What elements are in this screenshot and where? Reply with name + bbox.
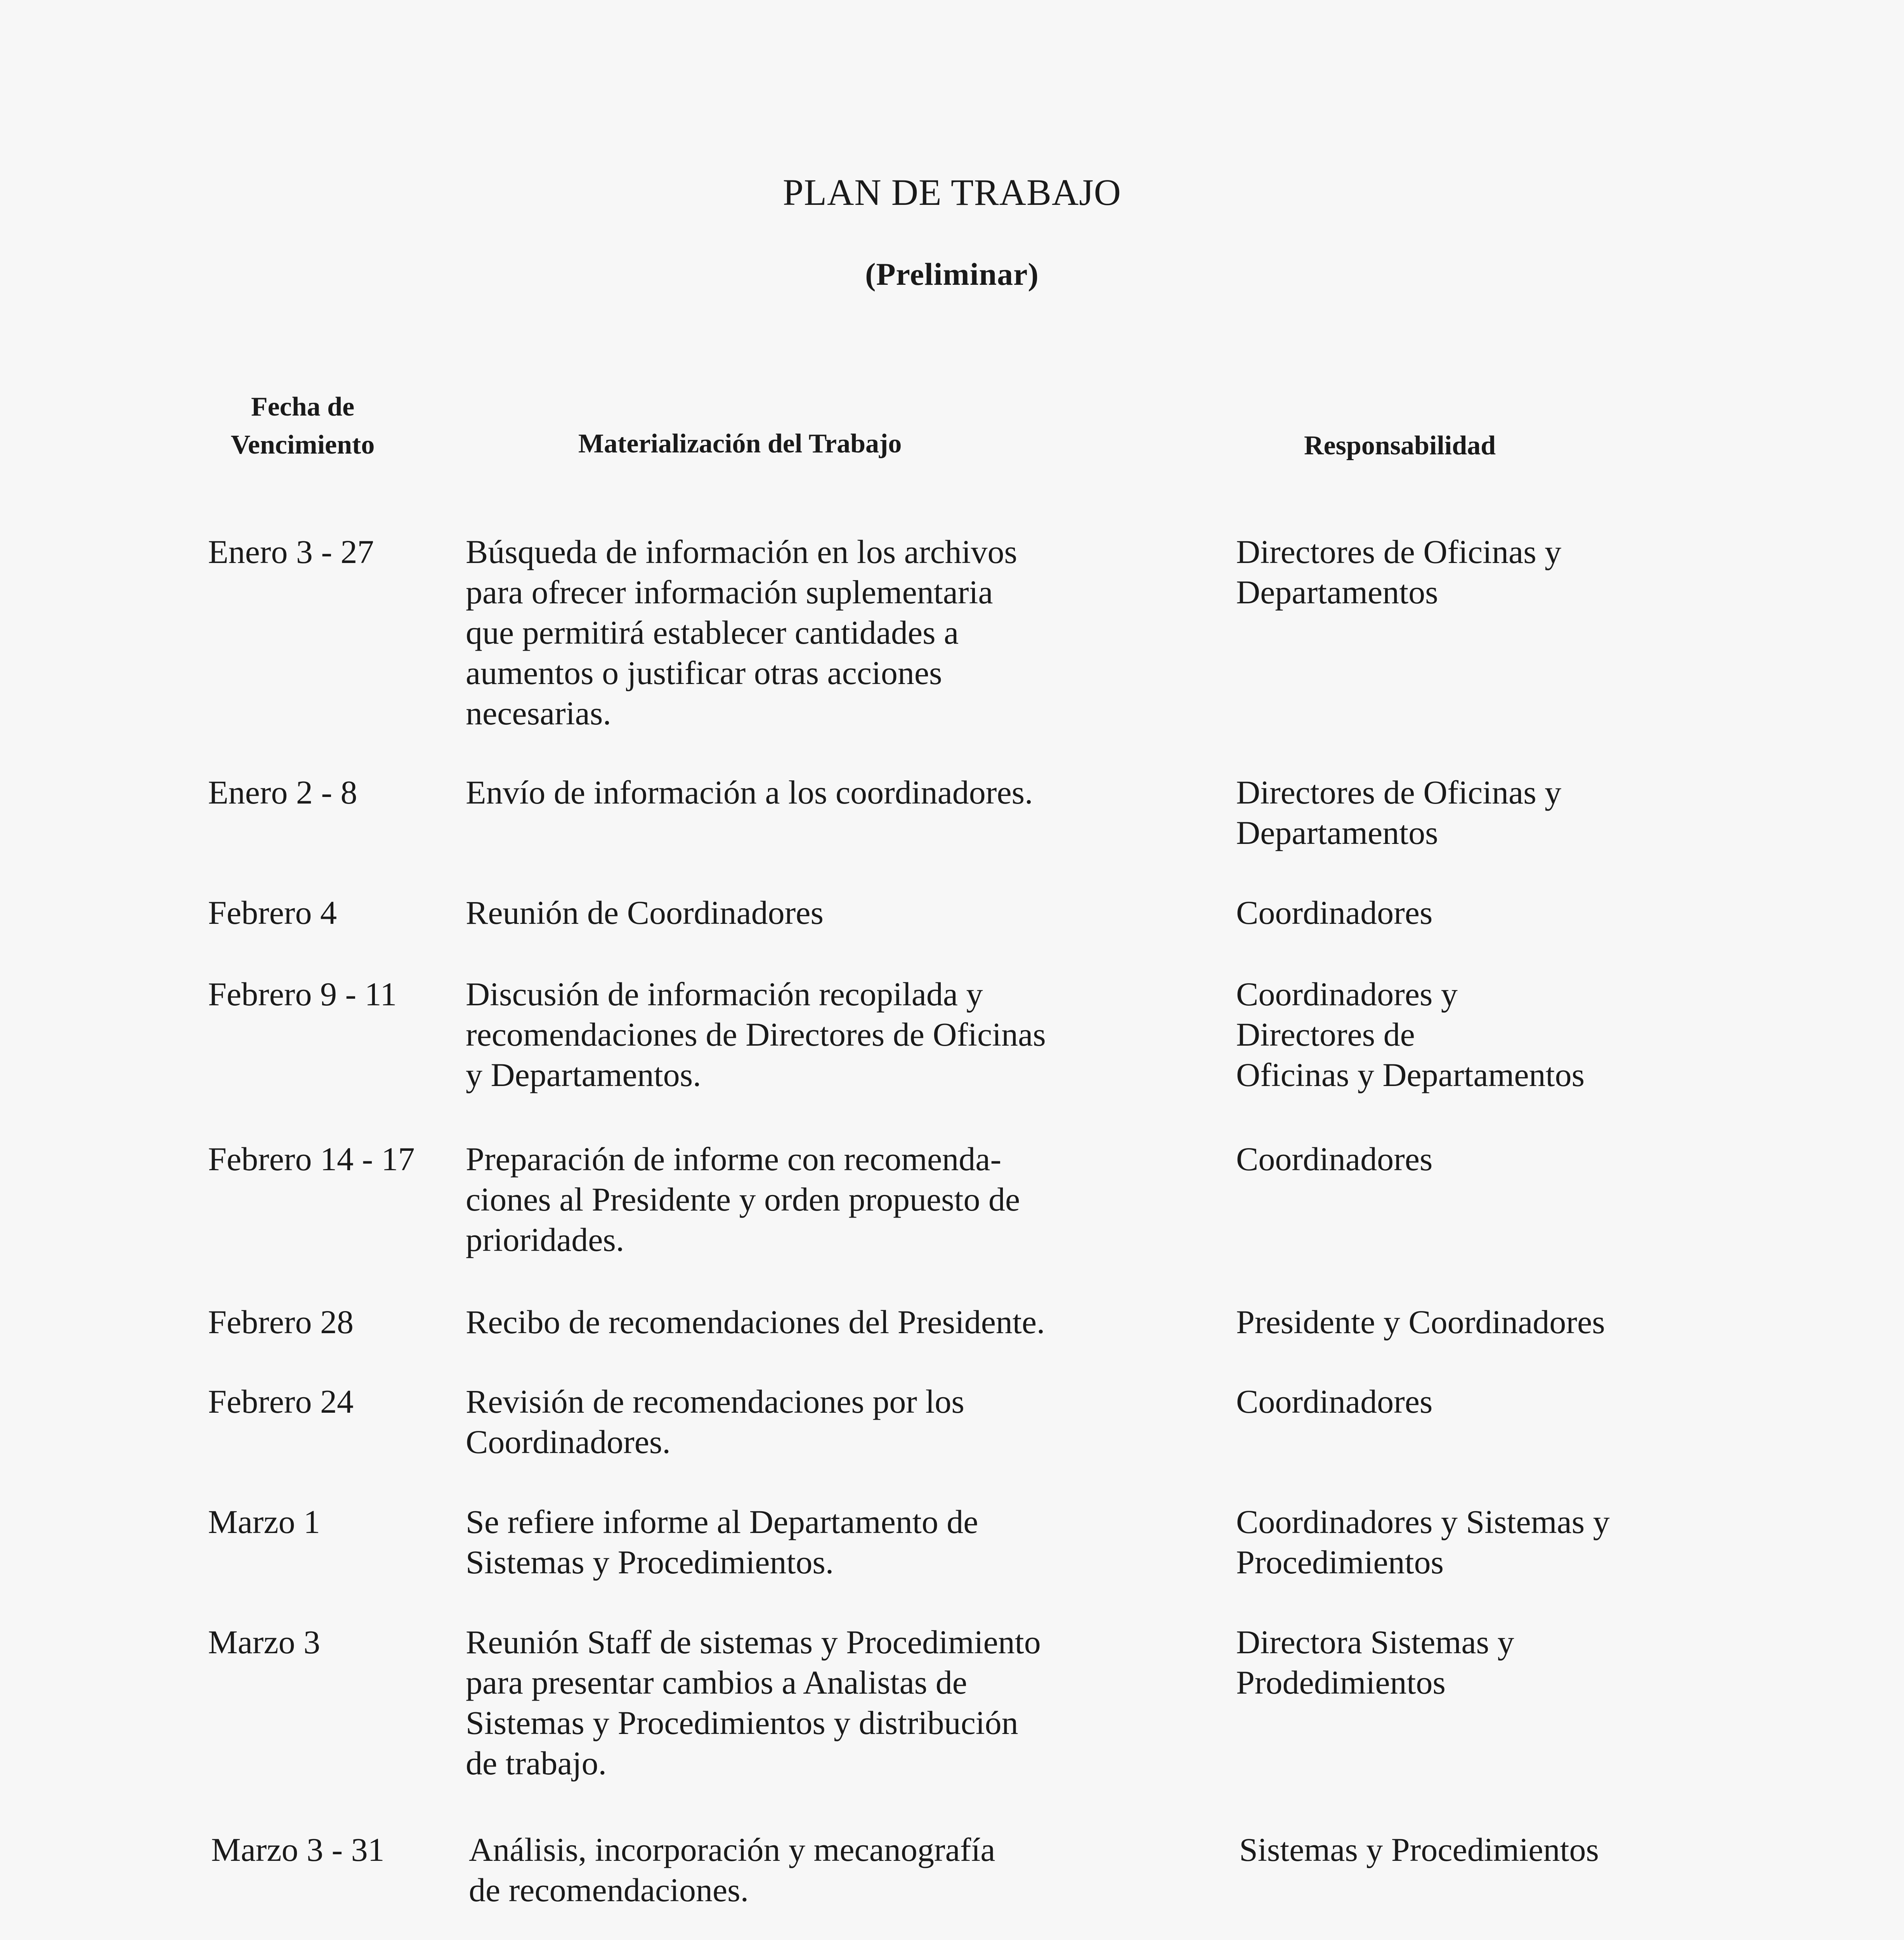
due-date: Enero 2 - 8 xyxy=(208,774,357,811)
task-line: y Departamentos. xyxy=(466,1056,701,1093)
task-line: de recomendaciones. xyxy=(469,1871,749,1909)
responsibility-line: Directores de Oficinas y xyxy=(1236,533,1562,570)
task-description xyxy=(466,1622,1203,1783)
due-date: Enero 3 - 27 xyxy=(208,533,374,570)
responsibility-line: Coordinadores y Sistemas y xyxy=(1236,1503,1610,1540)
responsibility-line: Sistemas y Procedimientos xyxy=(1239,1831,1599,1868)
task-line: Sistemas y Procedimientos y distribución xyxy=(466,1704,1018,1741)
task-line: Sistemas y Procedimientos. xyxy=(466,1543,834,1581)
responsibility-line: Presidente y Coordinadores xyxy=(1236,1303,1605,1341)
header-materializacion: Materialización del Trabajo xyxy=(578,429,902,459)
task-line: para ofrecer información suplementaria xyxy=(466,573,993,611)
due-date: Febrero 4 xyxy=(208,894,337,931)
due-date: Marzo 1 xyxy=(208,1503,320,1540)
responsibility-line: Coordinadores xyxy=(1236,1140,1433,1178)
responsibility-line: Coordinadores xyxy=(1236,894,1433,931)
due-date: Febrero 9 - 11 xyxy=(208,975,397,1013)
task-line: Reunión Staff de sistemas y Procedimiento xyxy=(466,1623,1041,1661)
task-line: Análisis, incorporación y mecanografía xyxy=(469,1831,995,1868)
task-line: Reunión de Coordinadores xyxy=(466,894,824,931)
responsibility-line: Prodedimientos xyxy=(1236,1664,1446,1701)
task-line: Preparación de informe con recomenda- xyxy=(466,1140,1002,1178)
responsibility xyxy=(1239,1829,1845,1870)
task-description xyxy=(469,1829,1206,1910)
task-line: de trabajo. xyxy=(466,1744,607,1782)
responsibility xyxy=(1236,892,1842,933)
responsibility xyxy=(1236,1502,1842,1582)
due-date: Marzo 3 xyxy=(208,1623,320,1661)
responsibility-line: Coordinadores xyxy=(1236,1383,1433,1420)
responsibility xyxy=(1236,1302,1842,1342)
task-description xyxy=(466,1139,1203,1260)
due-date: Marzo 3 - 31 xyxy=(211,1831,385,1868)
responsibility xyxy=(1236,772,1842,853)
responsibility-line: Departamentos xyxy=(1236,814,1438,851)
task-line: recomendaciones de Directores de Oficinas xyxy=(466,1016,1046,1053)
due-date: Febrero 28 xyxy=(208,1303,354,1341)
task-line: Recibo de recomendaciones del Presidente. xyxy=(466,1303,1045,1341)
task-description xyxy=(466,1502,1203,1582)
document-title: PLAN DE TRABAJO xyxy=(783,171,1121,213)
task-line: Se refiere informe al Departamento de xyxy=(466,1503,978,1540)
task-line: aumentos o justificar otras acciones xyxy=(466,654,942,691)
due-date: Febrero 24 xyxy=(208,1383,354,1420)
responsibility-line: Departamentos xyxy=(1236,573,1438,611)
task-line: para presentar cambios a Analistas de xyxy=(466,1664,967,1701)
responsibility xyxy=(1236,1139,1842,1179)
task-line: Búsqueda de información en los archivos xyxy=(466,533,1018,570)
task-description xyxy=(466,1381,1203,1462)
document-subtitle: (Preliminar) xyxy=(865,256,1039,292)
task-line: necesarias. xyxy=(466,695,611,732)
task-line: Coordinadores. xyxy=(466,1423,671,1460)
task-description xyxy=(466,974,1203,1095)
task-line: Envío de información a los coordinadores. xyxy=(466,774,1033,811)
task-description xyxy=(466,1302,1203,1342)
task-description xyxy=(466,532,1203,733)
task-description xyxy=(466,892,1203,933)
header-responsabilidad: Responsabilidad xyxy=(1304,431,1496,461)
responsibility-line: Directora Sistemas y xyxy=(1236,1623,1514,1661)
task-line: Revisión de recomendaciones por los xyxy=(466,1383,964,1420)
header-fecha-line: Vencimiento xyxy=(231,430,375,460)
responsibility xyxy=(1236,974,1842,1095)
task-line: ciones al Presidente y orden propuesto de xyxy=(466,1181,1020,1218)
responsibility-line: Coordinadores y xyxy=(1236,975,1458,1013)
task-description xyxy=(466,772,1203,812)
responsibility-line: Directores de xyxy=(1236,1016,1415,1053)
task-line: que permitirá establecer cantidades a xyxy=(466,614,959,651)
responsibility xyxy=(1236,532,1842,612)
due-date: Febrero 14 - 17 xyxy=(208,1140,415,1178)
responsibility-line: Oficinas y Departamentos xyxy=(1236,1056,1585,1093)
header-fecha xyxy=(210,388,396,464)
responsibility-line: Procedimientos xyxy=(1236,1543,1444,1581)
responsibility-line: Directores de Oficinas y xyxy=(1236,774,1562,811)
task-line: prioridades. xyxy=(466,1221,624,1258)
responsibility xyxy=(1236,1622,1842,1703)
task-line: Discusión de información recopilada y xyxy=(466,975,983,1013)
header-fecha-line: Fecha de xyxy=(251,392,355,422)
responsibility xyxy=(1236,1381,1842,1422)
